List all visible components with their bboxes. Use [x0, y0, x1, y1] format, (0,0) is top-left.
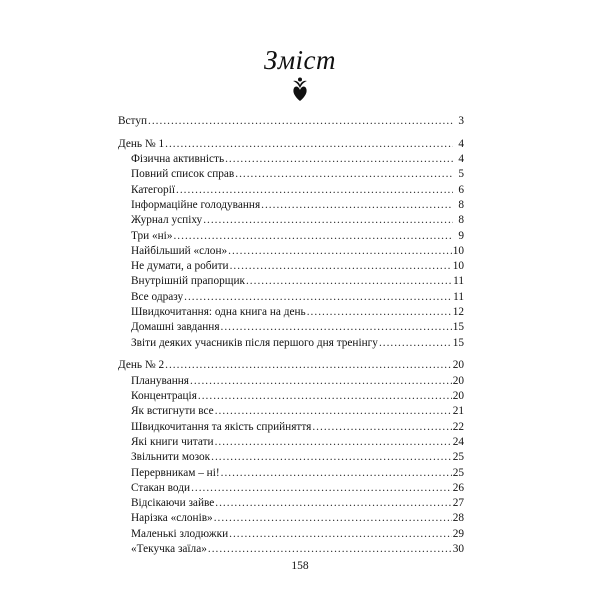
toc-entry[interactable]	[118, 244, 464, 259]
toc-entry[interactable]	[118, 481, 464, 496]
toc-entry-title: Повний список справ	[131, 168, 235, 181]
toc-entry[interactable]	[118, 114, 464, 129]
toc-entry-page: 10	[452, 260, 464, 273]
toc-entry-page: 25	[452, 451, 464, 464]
dot-leader	[215, 496, 451, 511]
toc-entry-title: «Текучка заїла»	[131, 543, 207, 556]
toc-entry[interactable]	[118, 374, 464, 389]
toc-entry[interactable]	[118, 152, 464, 167]
toc-entry-title: Вступ	[118, 115, 148, 127]
toc-entry-title: Швидкочитання: одна книга на день	[131, 306, 306, 319]
dot-leader	[312, 420, 451, 435]
toc-entry-title: Маленькі злодюжки	[131, 527, 229, 540]
toc-entry-title: Планування	[131, 374, 189, 387]
section-gap	[118, 351, 464, 359]
dot-leader	[184, 290, 452, 305]
dot-leader	[148, 114, 453, 129]
toc-entry-page: 15	[452, 321, 464, 334]
page-number: 158	[291, 560, 309, 572]
toc-entry[interactable]	[118, 389, 464, 404]
toc-entry-page: 4	[458, 137, 464, 150]
toc-entry-page: 9	[458, 229, 464, 242]
toc-entry-page: 20	[452, 359, 464, 372]
toc-entry[interactable]	[118, 435, 464, 450]
toc-entry-page: 4	[458, 153, 464, 166]
dot-leader	[229, 527, 452, 542]
toc-entry-page: 8	[458, 198, 464, 211]
toc-entry-page: 30	[452, 543, 464, 556]
dot-leader	[214, 511, 452, 526]
toc-entry[interactable]	[118, 213, 464, 228]
dot-leader	[211, 450, 452, 465]
dot-leader	[228, 244, 452, 259]
toc-entry[interactable]	[118, 198, 464, 213]
dot-leader	[215, 435, 452, 450]
dot-leader	[246, 274, 452, 289]
dot-leader	[230, 259, 452, 274]
dot-leader	[261, 198, 453, 213]
toc-entry[interactable]	[118, 320, 464, 335]
toc-entry-page: 26	[452, 481, 464, 494]
toc-entry[interactable]	[118, 358, 464, 373]
toc-entry-title: Нарізка «слонів»	[131, 512, 213, 525]
toc-entry-page: 5	[458, 168, 464, 181]
toc-entry-page: 11	[453, 275, 464, 288]
toc-entry-page: 11	[453, 290, 464, 303]
toc-entry-page: 25	[452, 466, 464, 479]
toc-entry[interactable]	[118, 259, 464, 274]
toc-entry[interactable]	[118, 336, 464, 351]
dot-leader	[190, 374, 452, 389]
dot-leader	[191, 481, 452, 496]
dot-leader	[173, 229, 453, 244]
toc-entry[interactable]	[118, 542, 464, 557]
toc-entry-page: 20	[452, 390, 464, 403]
dot-leader	[235, 167, 453, 182]
toc-entry[interactable]	[118, 527, 464, 542]
toc-entry-title: Концентрація	[131, 390, 197, 403]
dot-leader	[307, 305, 452, 320]
toc-entry[interactable]	[118, 183, 464, 198]
dot-leader	[165, 358, 452, 373]
dot-leader	[208, 542, 452, 557]
toc-entry-page: 3	[458, 115, 464, 127]
toc-entry-title: Все одразу	[131, 290, 184, 303]
toc-entry-page: 29	[452, 527, 464, 540]
toc-entry[interactable]	[118, 290, 464, 305]
dot-leader	[221, 320, 452, 335]
dot-leader	[215, 404, 452, 419]
toc-entry-title: Звільнити мозок	[131, 451, 211, 464]
toc-entry[interactable]	[118, 450, 464, 465]
dot-leader	[203, 213, 453, 228]
toc-entry-title: Не думати, а робити	[131, 260, 229, 273]
toc-entry[interactable]	[118, 137, 464, 152]
toc-entry[interactable]	[118, 167, 464, 182]
toc-entry-title: Фізична активність	[131, 153, 225, 166]
toc-entry-title: Інформаційне голодування	[131, 198, 261, 211]
toc-entry[interactable]	[118, 466, 464, 481]
toc-entry-title: Найбільший «слон»	[131, 244, 228, 257]
toc-entry-title: Звіти деяких учасників після першого дня тренінгу	[131, 336, 378, 349]
toc-entry[interactable]	[118, 420, 464, 435]
table-of-contents	[118, 114, 464, 557]
toc-entry[interactable]	[118, 404, 464, 419]
toc-entry-page: 6	[458, 183, 464, 196]
toc-entry-title: День № 1	[118, 137, 165, 150]
dot-leader	[225, 152, 453, 167]
toc-entry-title: Журнал успіху	[131, 214, 203, 227]
toc-entry[interactable]	[118, 496, 464, 511]
toc-entry-page: 10	[452, 244, 464, 257]
toc-entry-page: 15	[452, 336, 464, 349]
toc-entry-page: 24	[452, 435, 464, 448]
toc-entry-title: День № 2	[118, 359, 165, 372]
toc-entry-page: 28	[452, 512, 464, 525]
toc-entry-title: Які книги читати	[131, 435, 214, 448]
dot-leader	[176, 183, 453, 198]
toc-entry[interactable]	[118, 229, 464, 244]
toc-entry-title: Швидкочитання та якість сприйняття	[131, 420, 312, 433]
toc-entry-page: 8	[458, 214, 464, 227]
toc-entry-title: Відсікаючи зайве	[131, 497, 215, 510]
toc-entry-page: 22	[452, 420, 464, 433]
toc-entry[interactable]	[118, 274, 464, 289]
toc-entry-title: Стакан води	[131, 481, 191, 494]
toc-entry-page: 27	[452, 497, 464, 510]
toc-entry-page: 20	[452, 374, 464, 387]
toc-entry-title: Категорії	[131, 183, 175, 196]
dot-leader	[379, 336, 452, 351]
toc-entry-page: 12	[452, 306, 464, 319]
dot-leader	[221, 466, 452, 481]
toc-entry-title: Три «ні»	[131, 229, 173, 242]
toc-entry[interactable]	[118, 305, 464, 320]
toc-entry-title: Внутрішній прапорщик	[131, 275, 245, 288]
fleuron-icon	[288, 76, 312, 102]
dot-leader	[198, 389, 452, 404]
toc-entry[interactable]	[118, 511, 464, 526]
toc-entry-title: Домашні завдання	[131, 321, 220, 334]
toc-entry-title: Як встигнути все	[131, 405, 214, 418]
toc-entry-title: Перервникам – ні!	[131, 466, 220, 479]
page-title: Зміст	[263, 45, 337, 75]
section-gap	[118, 129, 464, 137]
toc-entry-page: 21	[452, 405, 464, 418]
dot-leader	[165, 137, 453, 152]
